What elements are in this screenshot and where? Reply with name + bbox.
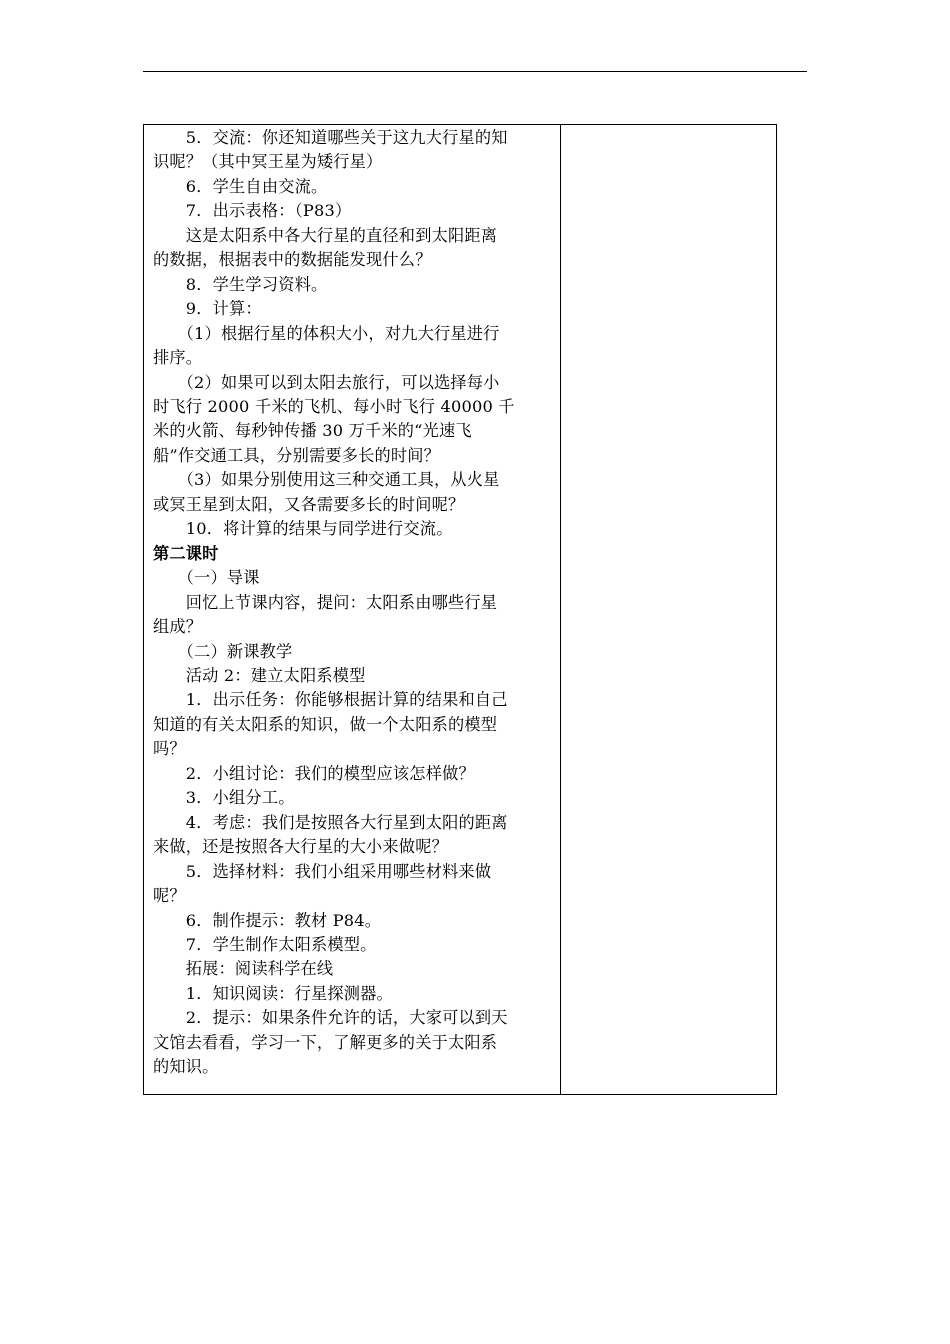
content-line: 5．交流：你还知道哪些关于这九大行星的知 (153, 128, 508, 147)
content-line: 4．考虑：我们是按照各大行星到太阳的距离 (153, 812, 508, 832)
content-line: 或冥王星到太阳，又各需要多长的时间呢？ (153, 494, 465, 514)
content-line: 8．学生学习资料。 (153, 274, 328, 294)
content-line: 这是太阳系中各大行星的直径和到太阳距离 (153, 225, 498, 245)
content-line: 1．出示任务：你能够根据计算的结果和自己 (153, 690, 508, 710)
content-line: 活动 2：建立太阳系模型 (153, 665, 366, 685)
content-line: 组成？ (153, 617, 203, 637)
content-line: 拓展：阅读科学在线 (153, 959, 334, 979)
lesson-plan-table (143, 124, 777, 1095)
content-line: （3）如果分别使用这三种交通工具，从火星 (153, 470, 500, 490)
content-line: 10．将计算的结果与同学进行交流。 (153, 519, 453, 539)
content-line: 7．出示表格：（P83） (153, 201, 352, 221)
content-line: 时飞行 2000 千米的飞机、每小时飞行 40000 千 (153, 396, 515, 416)
content-line: 6．学生自由交流。 (153, 176, 328, 196)
column-divider (560, 125, 561, 1094)
content-line: 吗？ (153, 739, 186, 759)
content-line: 船”作交通工具，分别需要多长的时间？ (153, 445, 441, 465)
content-line: （1）根据行星的体积大小，对九大行星进行 (153, 323, 500, 343)
header-rule (143, 71, 807, 72)
content-line: 回忆上节课内容，提问：太阳系由哪些行星 (153, 592, 498, 612)
content-line: （一）导课 (153, 568, 260, 588)
section-heading: 第二课时 (153, 543, 219, 563)
content-line: 来做，还是按照各大行星的大小来做呢？ (153, 837, 448, 857)
content-line: 7．学生制作太阳系模型。 (153, 934, 377, 954)
content-line: 识呢？（其中冥王星为矮行星） (153, 152, 383, 172)
content-line: 呢？ (153, 886, 186, 906)
content-line: 知道的有关太阳系的知识，做一个太阳系的模型 (153, 714, 498, 734)
content-line: 2．提示：如果条件允许的话，大家可以到天 (153, 1008, 508, 1028)
content-line: 6．制作提示：教材 P84。 (153, 910, 382, 930)
content-line: 文馆去看看，学习一下，了解更多的关于太阳系 (153, 1032, 498, 1052)
content-line: 9．计算： (153, 299, 262, 319)
content-line: 3．小组分工。 (153, 788, 295, 808)
content-line: （2）如果可以到太阳去旅行，可以选择每小 (153, 372, 500, 392)
content-line: 1．知识阅读：行星探测器。 (153, 983, 393, 1003)
content-line: 排序。 (153, 348, 203, 368)
content-line: 米的火箭、每秒钟传播 30 万千米的“光速飞 (153, 421, 472, 441)
content-line: 的知识。 (153, 1057, 219, 1077)
content-line: 2．小组讨论：我们的模型应该怎样做？ (153, 763, 475, 783)
content-line: （二）新课教学 (153, 641, 293, 661)
content-line: 的数据，根据表中的数据能发现什么？ (153, 250, 432, 270)
lesson-content-cell (153, 126, 553, 1080)
content-line: 5．选择材料：我们小组采用哪些材料来做 (153, 861, 492, 881)
